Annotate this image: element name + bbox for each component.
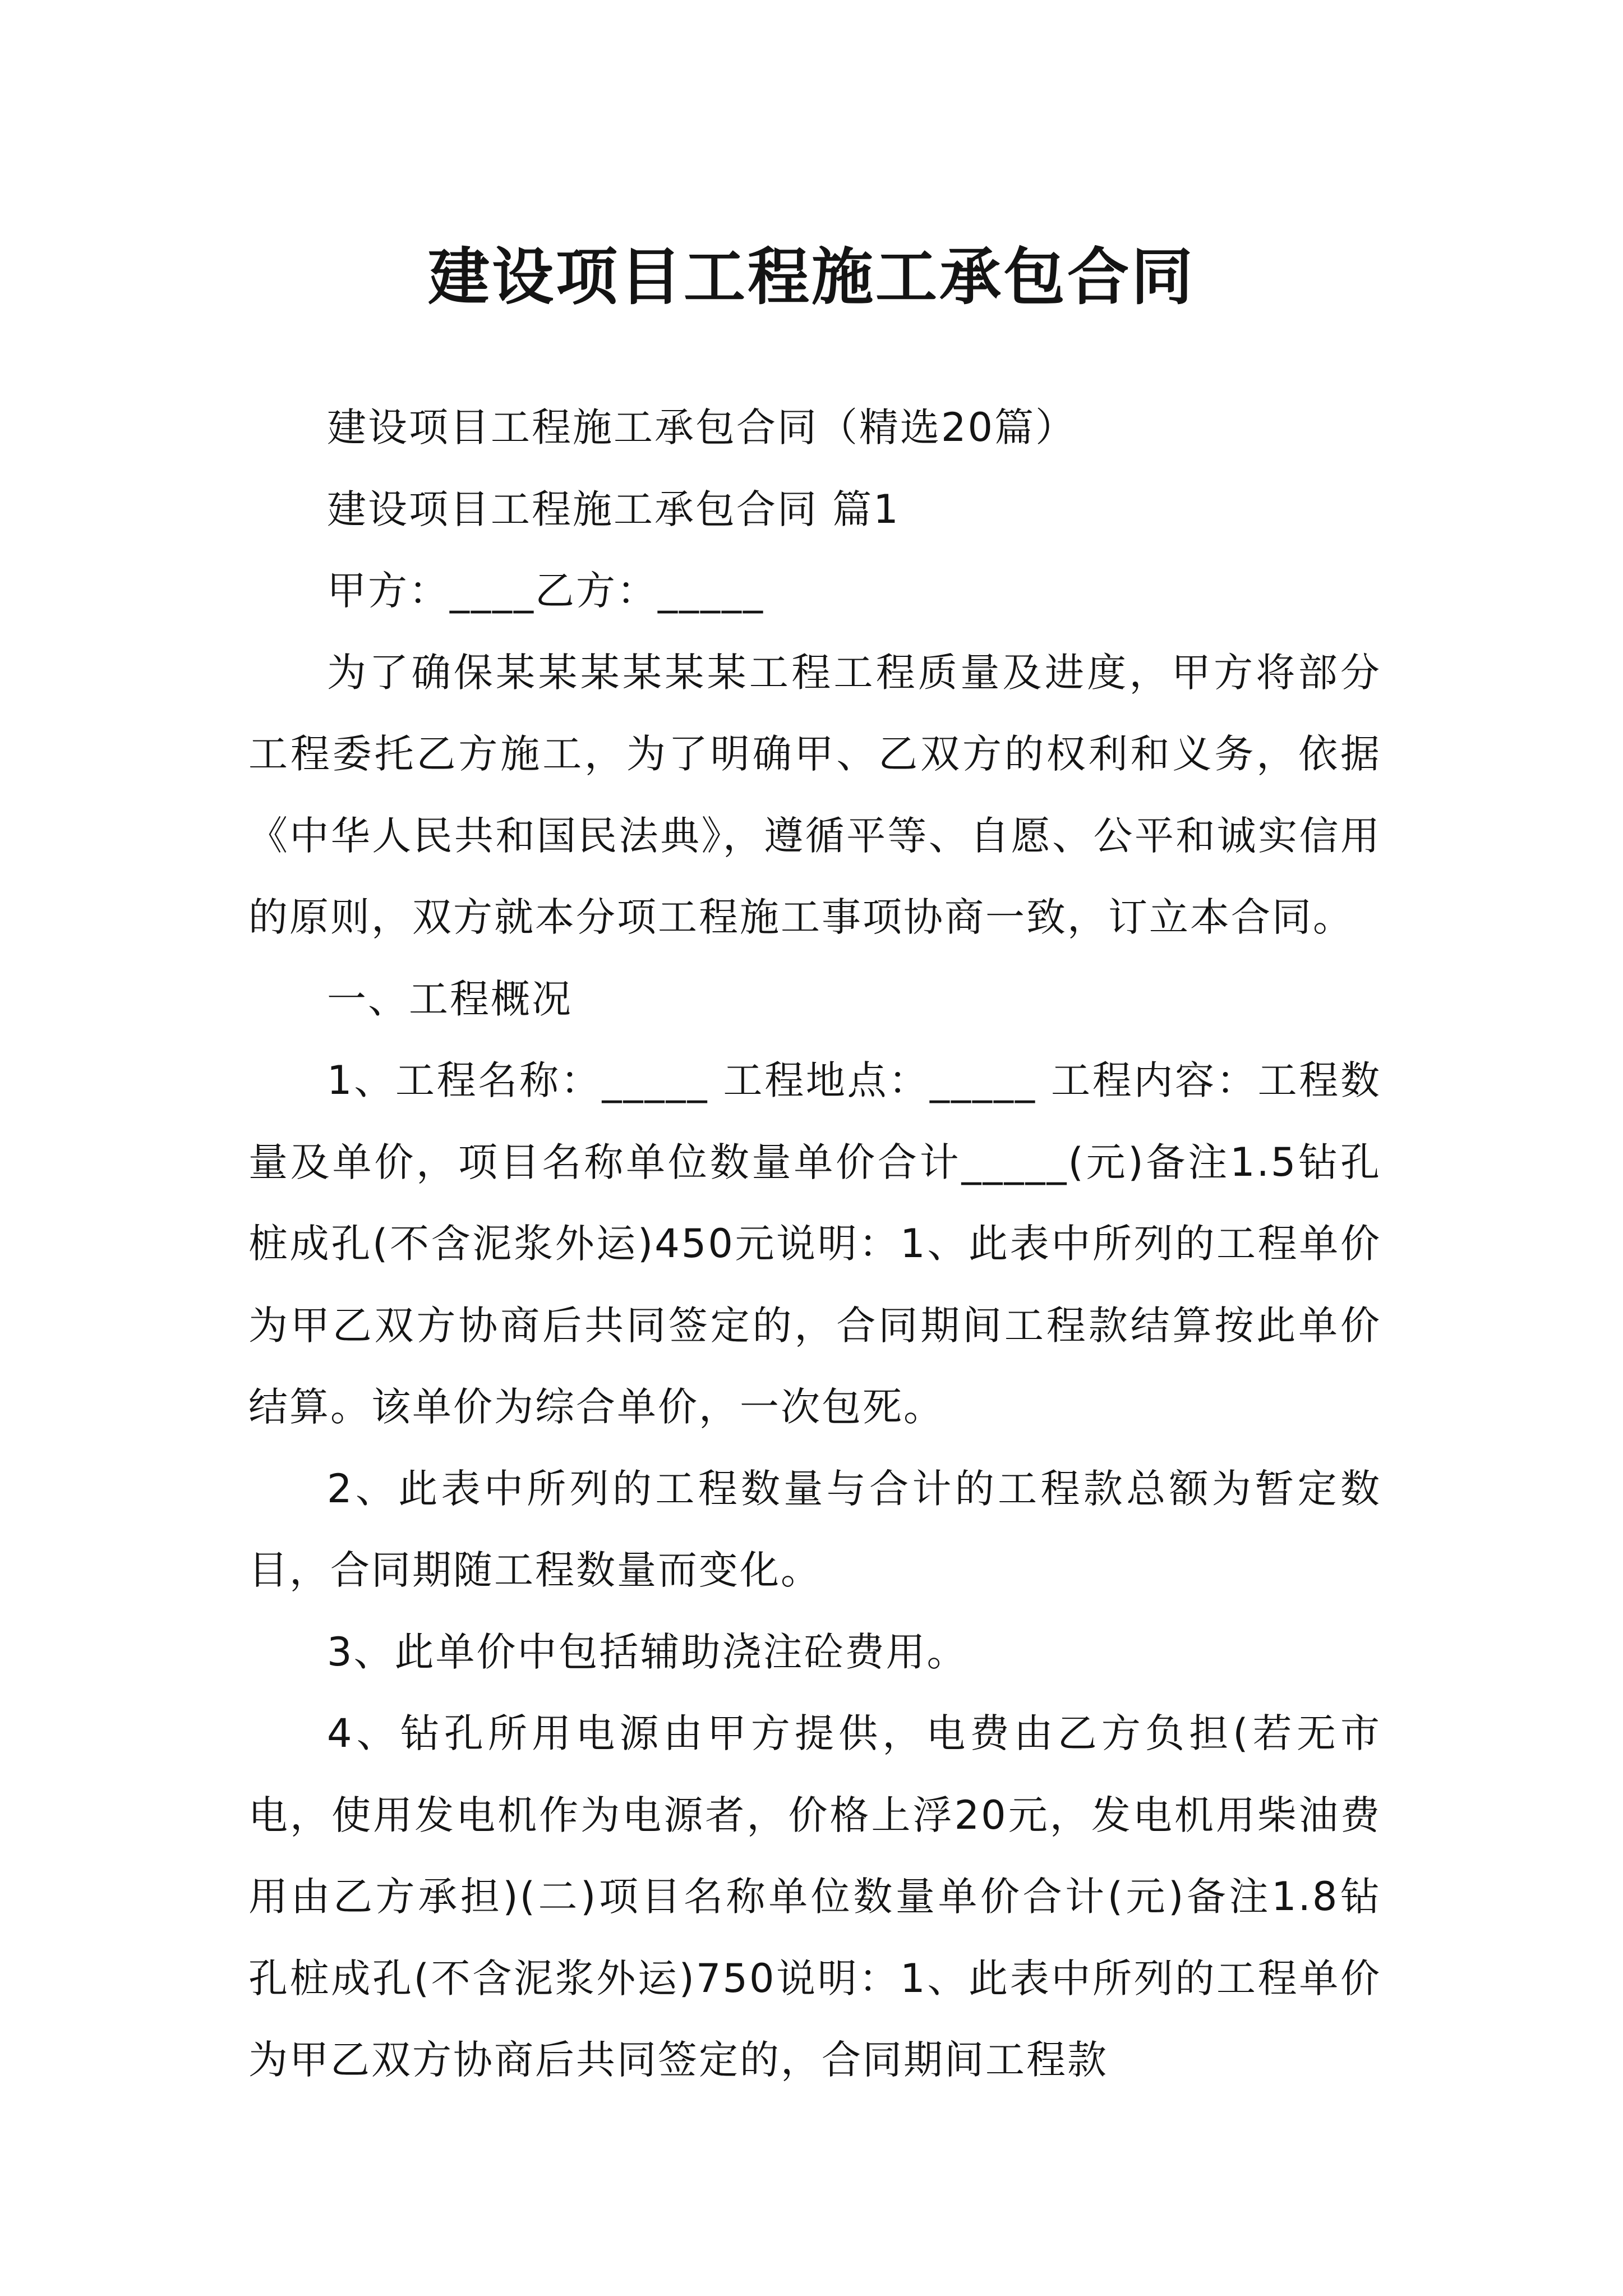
clause-paragraph: 3、此单价中包括辅助浇注砼费用。 [327,1628,968,1675]
clause-paragraph: 2、此表中所列的工程数量与合计的工程款总额为暂定数目，合同期随工程数量而变化。 [248,1465,1381,1593]
section-heading: 建设项目工程施工承包合同 篇1 [327,486,900,532]
parties-line: 甲方：____乙方：_____ [327,568,764,614]
clause-paragraph: 4、钻孔所用电源由甲方提供，电费由乙方负担(若无市电，使用发电机作为电源者，价格上浮20元，发电机用柴油费用由乙方承担)(二)项目名称单位数量单价合计(元)备注1.8钻孔桩成孔(不含泥浆外运)750说明：1、此表中所列的工程单价为甲乙双方协商后共同签定的，合同期间工程款 [248,1710,1381,2083]
intro-paragraph: 为了确保某某某某某某工程工程质量及进度，甲方将部分工程委托乙方施工，为了明确甲、乙双方的权利和义务，依据《中华人民共和国民法典》，遵循平等、自愿、公平和诚实信用的原则，双方就本分项工程施工事项协商一致，订立本合同。 [248,649,1381,940]
document-title: 建设项目工程施工承包合同 [428,240,1195,313]
article-heading-overview: 一、工程概况 [327,976,573,1022]
document-body [248,387,1381,2101]
subtitle-line: 建设项目工程施工承包合同（精选20篇） [327,404,1077,450]
clause-paragraph: 1、工程名称：_____ 工程地点：_____ 工程内容：工程数量及单价，项目名称单位数量单价合计_____(元)备注1.5钻孔桩成孔(不含泥浆外运)450元说明：1、此表中所列的工程单价为甲乙双方协商后共同签定的，合同期间工程款结算按此单价结算。该单价为综合单价，一次包死。 [248,1057,1381,1430]
